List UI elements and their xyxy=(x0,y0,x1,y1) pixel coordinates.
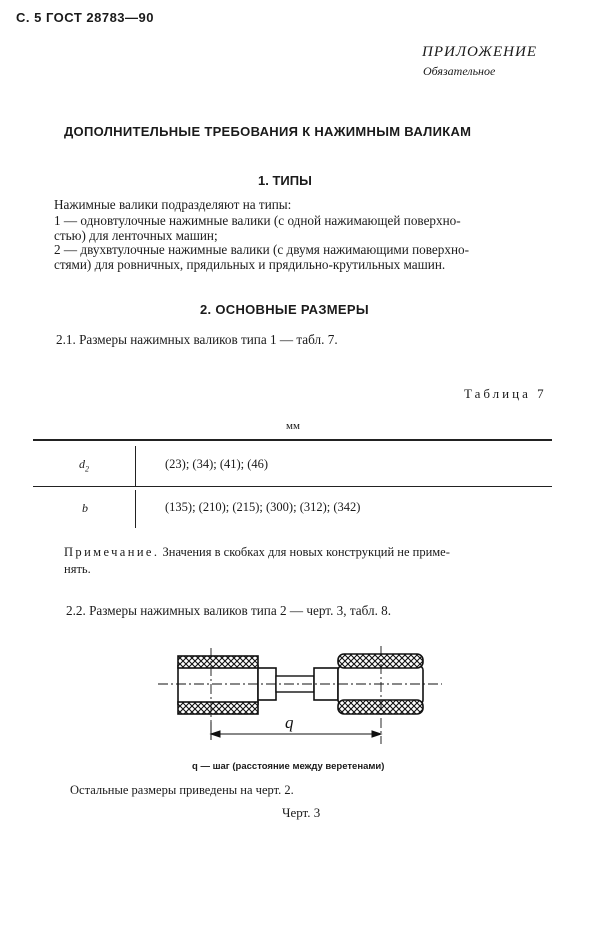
section-1-line-5: стями) для ровничных, прядильных и прядильно-крутильных машин. xyxy=(54,257,446,272)
section-1-line-1: Нажимные валики подразделяют на типы: xyxy=(54,197,292,212)
table-row-rule xyxy=(33,486,552,487)
figure-caption: q — шаг (расстояние между веретенами) xyxy=(192,761,385,772)
table-row-label: b xyxy=(82,501,88,515)
paragraph-2-1: 2.1. Размеры нажимных валиков типа 1 — табл. 7. xyxy=(56,332,338,347)
table-note-continued: нять. xyxy=(64,562,91,576)
section-1-line-2: 1 — одновтулочные нажимные валики (с одной нажимающей поверхно- xyxy=(54,213,461,228)
table-top-rule xyxy=(33,439,552,441)
paragraph-rest: Остальные размеры приведены на черт. 2. xyxy=(70,783,294,797)
pitch-dimension-label: q xyxy=(285,713,294,732)
annex-title: ПРИЛОЖЕНИЕ xyxy=(422,44,537,60)
main-title: ДОПОЛНИТЕЛЬНЫЕ ТРЕБОВАНИЯ К НАЖИМНЫМ ВАЛИКАМ xyxy=(64,124,472,139)
page-header: С. 5 ГОСТ 28783—90 xyxy=(16,10,154,25)
annex-status: Обязательное xyxy=(423,64,496,78)
section-1-heading: 1. ТИПЫ xyxy=(258,173,312,188)
table-caption: Таблица 7 xyxy=(464,386,547,401)
table-note: Примечание. Значения в скобках для новых конструкций не приме- xyxy=(64,545,450,559)
table-col-rule-1 xyxy=(135,446,136,486)
left-roller-body xyxy=(178,656,276,714)
roller-drawing xyxy=(150,640,450,750)
section-1-line-3: стью) для ленточных машин; xyxy=(54,228,218,243)
table-unit: мм xyxy=(286,420,300,432)
section-1-line-4: 2 — двухвтулочные нажимные валики (с двумя нажимающими поверхно- xyxy=(54,242,469,257)
table-row-values: (23); (34); (41); (46) xyxy=(165,457,269,471)
table-row-values: (135); (210); (215); (300); (312); (342) xyxy=(165,500,361,514)
paragraph-2-2: 2.2. Размеры нажимных валиков типа 2 — черт. 3, табл. 8. xyxy=(66,603,392,618)
pitch-dimension xyxy=(211,722,381,740)
section-2-heading: 2. ОСНОВНЫЕ РАЗМЕРЫ xyxy=(200,302,369,317)
table-row-label: $d_2$ xyxy=(79,457,89,474)
table-col-rule-2 xyxy=(135,490,136,528)
drawing-caption: Черт. 3 xyxy=(282,805,321,820)
